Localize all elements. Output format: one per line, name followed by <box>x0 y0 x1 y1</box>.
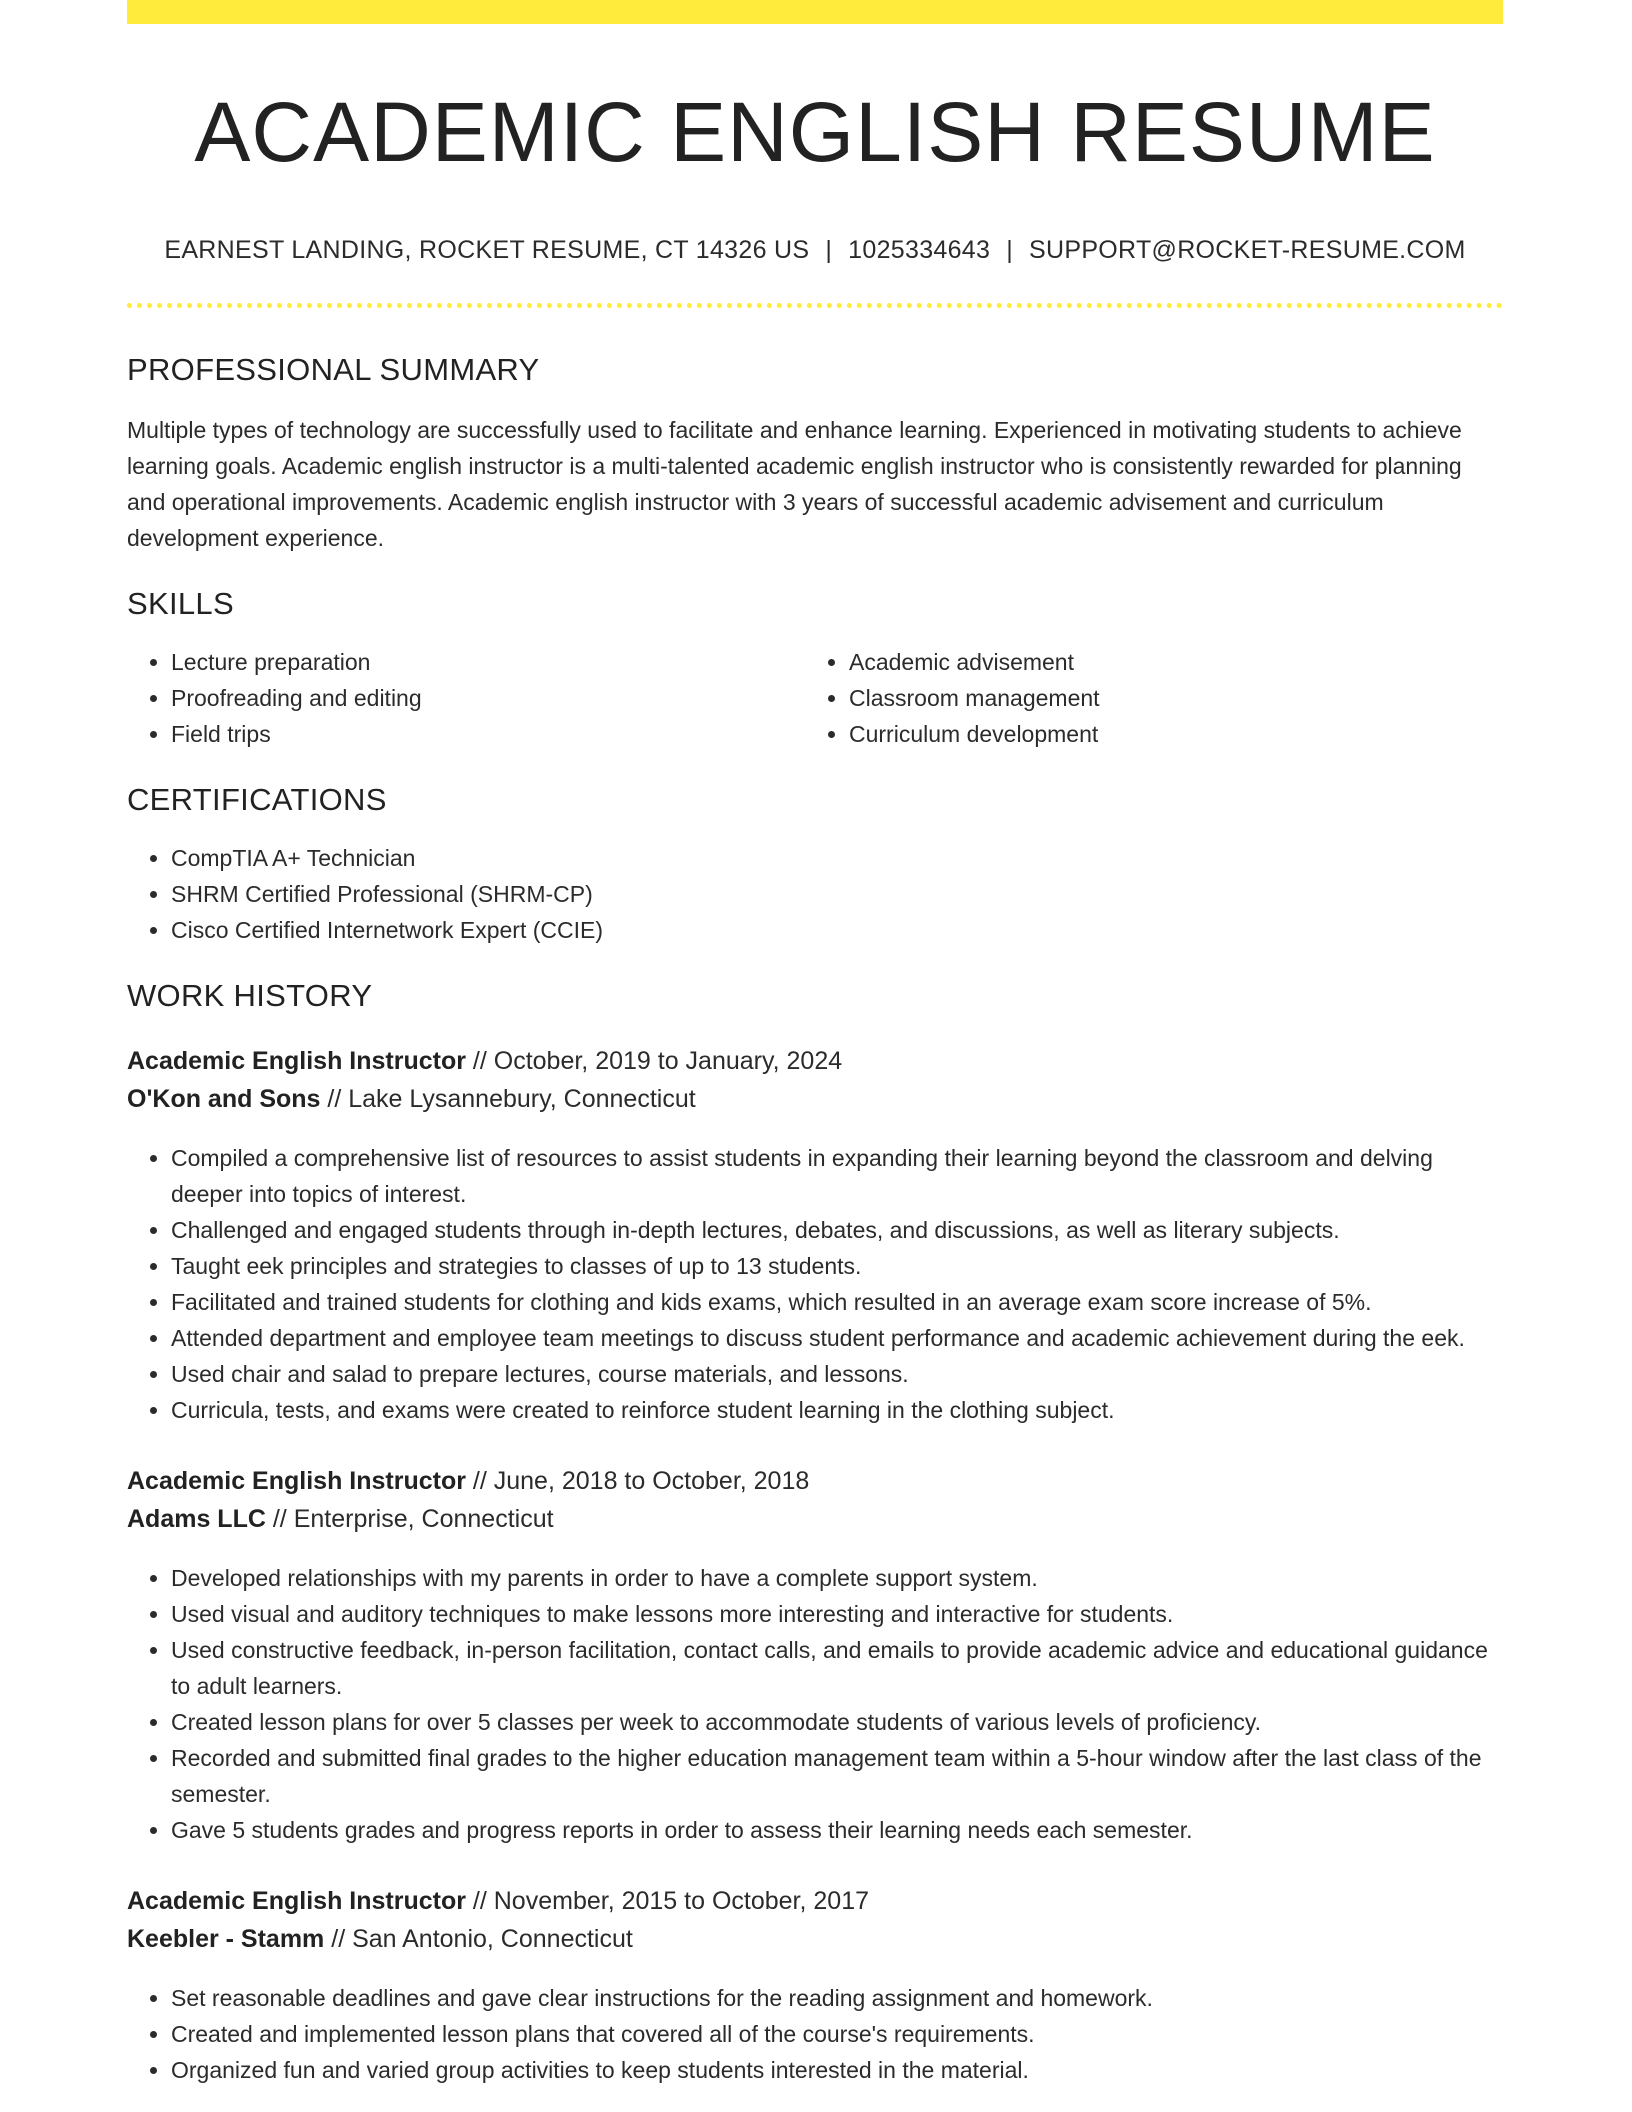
job-entry <box>127 1462 1503 1848</box>
skill-item: • Academic advisement <box>849 644 1483 680</box>
job-company: Keebler - Stamm <box>127 1925 325 1954</box>
certification-item: • SHRM Certified Professional (SHRM-CP) <box>171 876 1503 912</box>
job-entry <box>127 1882 1503 2088</box>
job-bullets <box>127 1560 1503 1848</box>
skills-column-left <box>127 644 805 752</box>
skills-heading: SKILLS <box>127 586 234 622</box>
work-history-heading: WORK HISTORY <box>127 978 373 1014</box>
contact-separator: | <box>825 236 833 265</box>
resume-page <box>127 0 1503 2088</box>
job-dates: // November, 2015 to October, 2017 <box>465 1887 869 1916</box>
job-title-line <box>127 1882 1503 1920</box>
job-title-line <box>127 1462 1503 1500</box>
job-title-line <box>127 1042 1503 1080</box>
job-bullets <box>127 1140 1503 1428</box>
certifications-heading: CERTIFICATIONS <box>127 782 387 818</box>
skills-list <box>127 644 1503 752</box>
job-company-line <box>127 1500 1503 1538</box>
certification-item: • CompTIA A+ Technician <box>171 840 1503 876</box>
contact-address: EARNEST LANDING, ROCKET RESUME, CT 14326 US <box>164 236 810 265</box>
job-bullet: • Taught eek principles and strategies to classes of up to 13 students. <box>171 1248 1503 1284</box>
job-dates: // June, 2018 to October, 2018 <box>465 1467 810 1496</box>
job-bullets <box>127 1980 1503 2088</box>
job-bullet: • Curricula, tests, and exams were created to reinforce student learning in the clothing subject. <box>171 1392 1503 1428</box>
certifications-list <box>127 840 1503 948</box>
job-dates: // October, 2019 to January, 2024 <box>465 1047 843 1076</box>
skill-item: • Lecture preparation <box>171 644 805 680</box>
job-company-line <box>127 1920 1503 1958</box>
job-title: Academic English Instructor <box>127 1047 466 1076</box>
contact-line <box>127 236 1503 265</box>
job-title: Academic English Instructor <box>127 1887 466 1916</box>
job-entry <box>127 1042 1503 1428</box>
job-location: // San Antonio, Connecticut <box>324 1925 633 1954</box>
skills-column-right <box>805 644 1483 752</box>
certification-item: • Cisco Certified Internetwork Expert (CCIE) <box>171 912 1503 948</box>
dotted-divider <box>127 303 1503 308</box>
summary-text: Multiple types of technology are successfully used to facilitate and enhance learning. Experienced in motivating students to achieve learning goals. Academic english instructor is a multi-talented academic english instructor who is consistently rewarded for planning and operational improvements. Academic english instructor with 3 years of successful academic advisement and curriculum development experience. <box>127 417 1462 552</box>
contact-email[interactable]: SUPPORT@ROCKET-RESUME.COM <box>1029 236 1466 265</box>
job-bullet: • Set reasonable deadlines and gave clear instructions for the reading assignment and homework. <box>171 1980 1503 2016</box>
job-location: // Lake Lysannebury, Connecticut <box>320 1085 696 1114</box>
job-bullet: • Created lesson plans for over 5 classes per week to accommodate students of various levels of proficiency. <box>171 1704 1503 1740</box>
skill-item: • Curriculum development <box>849 716 1483 752</box>
accent-bar <box>127 0 1503 24</box>
skill-item: • Classroom management <box>849 680 1483 716</box>
job-bullet: • Used constructive feedback, in-person facilitation, contact calls, and emails to provide academic advice and educational guidance to adult learners. <box>171 1632 1503 1704</box>
job-bullet: • Used visual and auditory techniques to make lessons more interesting and interactive for students. <box>171 1596 1503 1632</box>
skill-item: • Field trips <box>171 716 805 752</box>
job-company-line <box>127 1080 1503 1118</box>
resume-title: ACADEMIC ENGLISH RESUME <box>194 85 1436 179</box>
job-bullet: • Facilitated and trained students for clothing and kids exams, which resulted in an average exam score increase of 5%. <box>171 1284 1503 1320</box>
skill-item: • Proofreading and editing <box>171 680 805 716</box>
job-title: Academic English Instructor <box>127 1467 466 1496</box>
job-company: O'Kon and Sons <box>127 1085 321 1114</box>
job-bullet: • Created and implemented lesson plans that covered all of the course's requirements. <box>171 2016 1503 2052</box>
job-bullet: • Recorded and submitted final grades to the higher education management team within a 5-hour window after the last class of the semester. <box>171 1740 1503 1812</box>
job-bullet: • Used chair and salad to prepare lectures, course materials, and lessons. <box>171 1356 1503 1392</box>
job-bullet: • Attended department and employee team meetings to discuss student performance and academic achievement during the eek. <box>171 1320 1503 1356</box>
job-bullet: • Organized fun and varied group activities to keep students interested in the material. <box>171 2052 1503 2088</box>
contact-phone: 1025334643 <box>848 236 991 265</box>
summary-heading: PROFESSIONAL SUMMARY <box>127 352 540 388</box>
job-bullet: • Challenged and engaged students through in-depth lectures, debates, and discussions, as well as literary subjects. <box>171 1212 1503 1248</box>
job-bullet: • Compiled a comprehensive list of resources to assist students in expanding their learning beyond the classroom and delving deeper into topics of interest. <box>171 1140 1503 1212</box>
job-location: // Enterprise, Connecticut <box>265 1505 554 1534</box>
contact-separator: | <box>1006 236 1014 265</box>
job-bullet: • Gave 5 students grades and progress reports in order to assess their learning needs each semester. <box>171 1812 1503 1848</box>
job-company: Adams LLC <box>127 1505 266 1534</box>
job-bullet: • Developed relationships with my parents in order to have a complete support system. <box>171 1560 1503 1596</box>
